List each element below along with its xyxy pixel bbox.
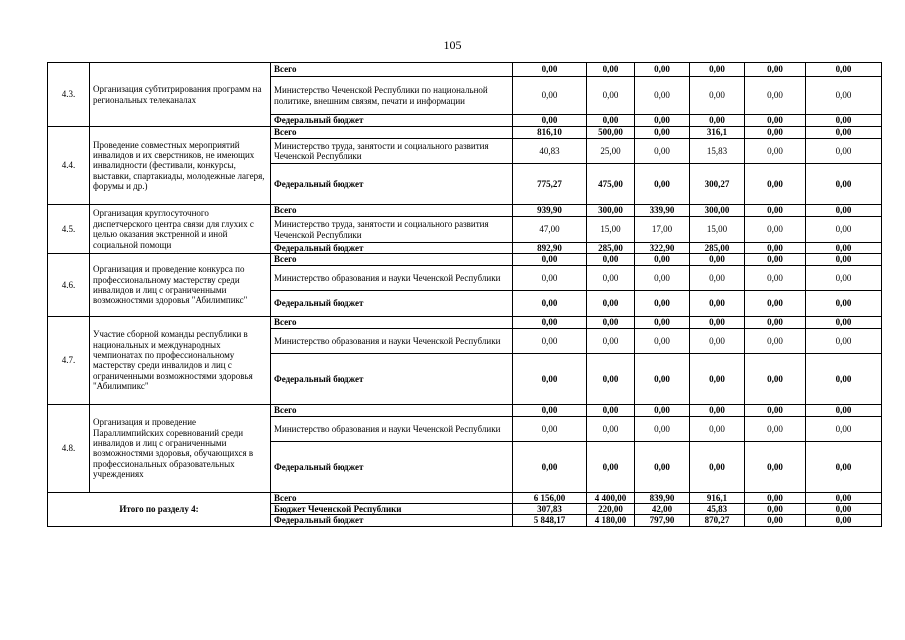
total-label: Итого по разделу 4: [48, 492, 271, 526]
amount-cell: 0,00 [806, 316, 882, 328]
amount-cell: 0,00 [806, 441, 882, 492]
amount-cell: 0,00 [745, 254, 806, 265]
amount-cell: 0,00 [745, 416, 806, 441]
amount-cell: 0,00 [806, 127, 882, 139]
amount-cell: 0,00 [635, 77, 690, 115]
amount-cell: 0,00 [745, 328, 806, 353]
amount-cell: 0,00 [513, 416, 587, 441]
amount-cell: 0,00 [635, 139, 690, 164]
funding-source: Всего [271, 492, 513, 503]
amount-cell: 0,00 [635, 290, 690, 316]
measure-name: Проведение совместных мероприятий инвалидов и их сверстников, не имеющих инвалидности (фестивали, конкурсы, выставки, спартакиады, молодежные лагеря, форумы и др.) [90, 127, 271, 205]
amount-cell: 0,00 [745, 139, 806, 164]
amount-cell: 307,83 [513, 504, 587, 515]
amount-cell: 0,00 [806, 243, 882, 254]
amount-cell: 0,00 [806, 63, 882, 77]
amount-cell: 0,00 [745, 404, 806, 416]
funding-source: Министерство труда, занятости и социального развития Чеченской Республики [271, 139, 513, 164]
amount-cell: 0,00 [513, 115, 587, 127]
amount-cell: 0,00 [806, 139, 882, 164]
amount-cell: 0,00 [635, 265, 690, 290]
funding-source: Министерство образования и науки Чеченской Республики [271, 328, 513, 353]
row-index: 4.5. [48, 205, 90, 254]
amount-cell: 15,83 [690, 139, 745, 164]
amount-cell: 4 400,00 [587, 492, 635, 503]
funding-source: Федеральный бюджет [271, 115, 513, 127]
amount-cell: 0,00 [513, 63, 587, 77]
amount-cell: 6 156,00 [513, 492, 587, 503]
row-index: 4.6. [48, 254, 90, 316]
amount-cell: 0,00 [745, 504, 806, 515]
funding-source: Федеральный бюджет [271, 164, 513, 205]
amount-cell: 0,00 [690, 404, 745, 416]
amount-cell: 0,00 [587, 77, 635, 115]
funding-source: Всего [271, 316, 513, 328]
amount-cell: 0,00 [690, 290, 745, 316]
row-index: 4.8. [48, 404, 90, 492]
amount-cell: 0,00 [513, 328, 587, 353]
amount-cell: 42,00 [635, 504, 690, 515]
amount-cell: 0,00 [587, 254, 635, 265]
amount-cell: 40,83 [513, 139, 587, 164]
amount-cell: 285,00 [587, 243, 635, 254]
amount-cell: 0,00 [587, 353, 635, 404]
row-index: 4.3. [48, 63, 90, 127]
measure-name: Участие сборной команды республики в национальных и международных чемпионатах по профессиональному мастерству среди инвалидов и лиц с ограниченными возможностями здоровья "Абилимпикс" [90, 316, 271, 404]
amount-cell: 0,00 [513, 77, 587, 115]
amount-cell: 816,10 [513, 127, 587, 139]
amount-cell: 0,00 [690, 353, 745, 404]
amount-cell: 4 180,00 [587, 515, 635, 526]
table-row [48, 404, 882, 416]
amount-cell: 0,00 [806, 504, 882, 515]
amount-cell: 0,00 [587, 328, 635, 353]
table-row [48, 254, 882, 265]
amount-cell: 5 848,17 [513, 515, 587, 526]
funding-source: Федеральный бюджет [271, 243, 513, 254]
amount-cell: 0,00 [587, 290, 635, 316]
funding-source: Всего [271, 404, 513, 416]
amount-cell: 0,00 [587, 441, 635, 492]
amount-cell: 0,00 [635, 416, 690, 441]
table-row [48, 63, 882, 77]
amount-cell: 0,00 [690, 254, 745, 265]
amount-cell: 0,00 [690, 328, 745, 353]
amount-cell: 0,00 [745, 265, 806, 290]
amount-cell: 0,00 [513, 290, 587, 316]
amount-cell: 0,00 [745, 205, 806, 217]
amount-cell: 775,27 [513, 164, 587, 205]
amount-cell: 0,00 [635, 127, 690, 139]
amount-cell: 0,00 [513, 254, 587, 265]
amount-cell: 0,00 [690, 416, 745, 441]
amount-cell: 0,00 [806, 290, 882, 316]
amount-cell: 45,83 [690, 504, 745, 515]
amount-cell: 25,00 [587, 139, 635, 164]
amount-cell: 0,00 [513, 265, 587, 290]
amount-cell: 300,00 [690, 205, 745, 217]
amount-cell: 475,00 [587, 164, 635, 205]
amount-cell: 0,00 [587, 316, 635, 328]
row-index: 4.4. [48, 127, 90, 205]
table-row [48, 205, 882, 217]
table-row [48, 127, 882, 139]
amount-cell: 0,00 [745, 290, 806, 316]
amount-cell: 0,00 [745, 316, 806, 328]
amount-cell: 15,00 [587, 217, 635, 243]
funding-source: Федеральный бюджет [271, 441, 513, 492]
amount-cell: 300,00 [587, 205, 635, 217]
amount-cell: 0,00 [513, 353, 587, 404]
amount-cell: 0,00 [635, 115, 690, 127]
funding-source: Бюджет Чеченской Республики [271, 504, 513, 515]
amount-cell: 839,90 [635, 492, 690, 503]
amount-cell: 322,90 [635, 243, 690, 254]
amount-cell: 0,00 [806, 492, 882, 503]
amount-cell: 300,27 [690, 164, 745, 205]
amount-cell: 0,00 [806, 515, 882, 526]
amount-cell: 0,00 [513, 316, 587, 328]
amount-cell: 0,00 [690, 115, 745, 127]
amount-cell: 0,00 [806, 205, 882, 217]
measure-name: Организация круглосуточного диспетчерского центра связи для глухих с целью оказания экстренной и иной социальной помощи [90, 205, 271, 254]
amount-cell: 0,00 [587, 416, 635, 441]
amount-cell: 0,00 [635, 353, 690, 404]
amount-cell: 0,00 [806, 404, 882, 416]
amount-cell: 500,00 [587, 127, 635, 139]
amount-cell: 0,00 [745, 243, 806, 254]
amount-cell: 0,00 [690, 63, 745, 77]
amount-cell: 0,00 [745, 217, 806, 243]
amount-cell: 0,00 [745, 164, 806, 205]
amount-cell: 0,00 [806, 328, 882, 353]
amount-cell: 0,00 [806, 353, 882, 404]
row-index: 4.7. [48, 316, 90, 404]
amount-cell: 15,00 [690, 217, 745, 243]
page-number: 105 [443, 38, 462, 52]
amount-cell: 0,00 [745, 127, 806, 139]
funding-source: Федеральный бюджет [271, 290, 513, 316]
amount-cell: 0,00 [806, 77, 882, 115]
amount-cell: 0,00 [587, 63, 635, 77]
amount-cell: 0,00 [635, 316, 690, 328]
amount-cell: 0,00 [745, 515, 806, 526]
amount-cell: 0,00 [635, 328, 690, 353]
measure-name: Организация субтитрирования программ на региональных телеканалах [90, 63, 271, 127]
amount-cell: 220,00 [587, 504, 635, 515]
table-row [48, 316, 882, 328]
funding-source: Всего [271, 205, 513, 217]
amount-cell: 0,00 [745, 115, 806, 127]
amount-cell: 0,00 [745, 353, 806, 404]
measure-name: Организация и проведение Параллимпийских соревнований среди инвалидов и лиц с ограниченными возможностями здоровья, обучающихся в профессиональных образовательных учреждениях [90, 404, 271, 492]
funding-source: Министерство труда, занятости и социального развития Чеченской Республики [271, 217, 513, 243]
amount-cell: 339,90 [635, 205, 690, 217]
amount-cell: 0,00 [690, 77, 745, 115]
amount-cell: 916,1 [690, 492, 745, 503]
amount-cell: 0,00 [635, 164, 690, 205]
amount-cell: 0,00 [635, 254, 690, 265]
amount-cell: 0,00 [635, 63, 690, 77]
amount-cell: 892,90 [513, 243, 587, 254]
amount-cell: 0,00 [745, 77, 806, 115]
funding-source: Всего [271, 63, 513, 77]
amount-cell: 316,1 [690, 127, 745, 139]
funding-source: Министерство образования и науки Чеченской Республики [271, 265, 513, 290]
amount-cell: 0,00 [690, 441, 745, 492]
amount-cell: 0,00 [806, 115, 882, 127]
amount-cell: 0,00 [806, 416, 882, 441]
amount-cell: 0,00 [635, 441, 690, 492]
amount-cell: 0,00 [635, 404, 690, 416]
amount-cell: 0,00 [690, 265, 745, 290]
amount-cell: 0,00 [806, 217, 882, 243]
amount-cell: 0,00 [806, 164, 882, 205]
amount-cell: 47,00 [513, 217, 587, 243]
amount-cell: 17,00 [635, 217, 690, 243]
amount-cell: 0,00 [587, 265, 635, 290]
amount-cell: 939,90 [513, 205, 587, 217]
funding-source: Федеральный бюджет [271, 515, 513, 526]
funding-source: Всего [271, 254, 513, 265]
amount-cell: 0,00 [690, 316, 745, 328]
funding-source: Министерство Чеченской Республики по национальной политике, внешним связям, печати и информации [271, 77, 513, 115]
funding-source: Всего [271, 127, 513, 139]
funding-source: Министерство образования и науки Чеченской Республики [271, 416, 513, 441]
amount-cell: 797,90 [635, 515, 690, 526]
amount-cell: 0,00 [587, 115, 635, 127]
amount-cell: 0,00 [806, 265, 882, 290]
amount-cell: 0,00 [513, 441, 587, 492]
amount-cell: 0,00 [745, 441, 806, 492]
amount-cell: 0,00 [587, 404, 635, 416]
total-row [48, 492, 882, 503]
amount-cell: 0,00 [806, 254, 882, 265]
amount-cell: 285,00 [690, 243, 745, 254]
amount-cell: 0,00 [745, 63, 806, 77]
measure-name: Организация и проведение конкурса по профессиональному мастерству среди инвалидов и лиц с ограниченными возможностями здоровья "Абилимпикс" [90, 254, 271, 316]
funding-source: Федеральный бюджет [271, 353, 513, 404]
budget-table [47, 62, 882, 527]
amount-cell: 0,00 [745, 492, 806, 503]
amount-cell: 0,00 [513, 404, 587, 416]
amount-cell: 870,27 [690, 515, 745, 526]
